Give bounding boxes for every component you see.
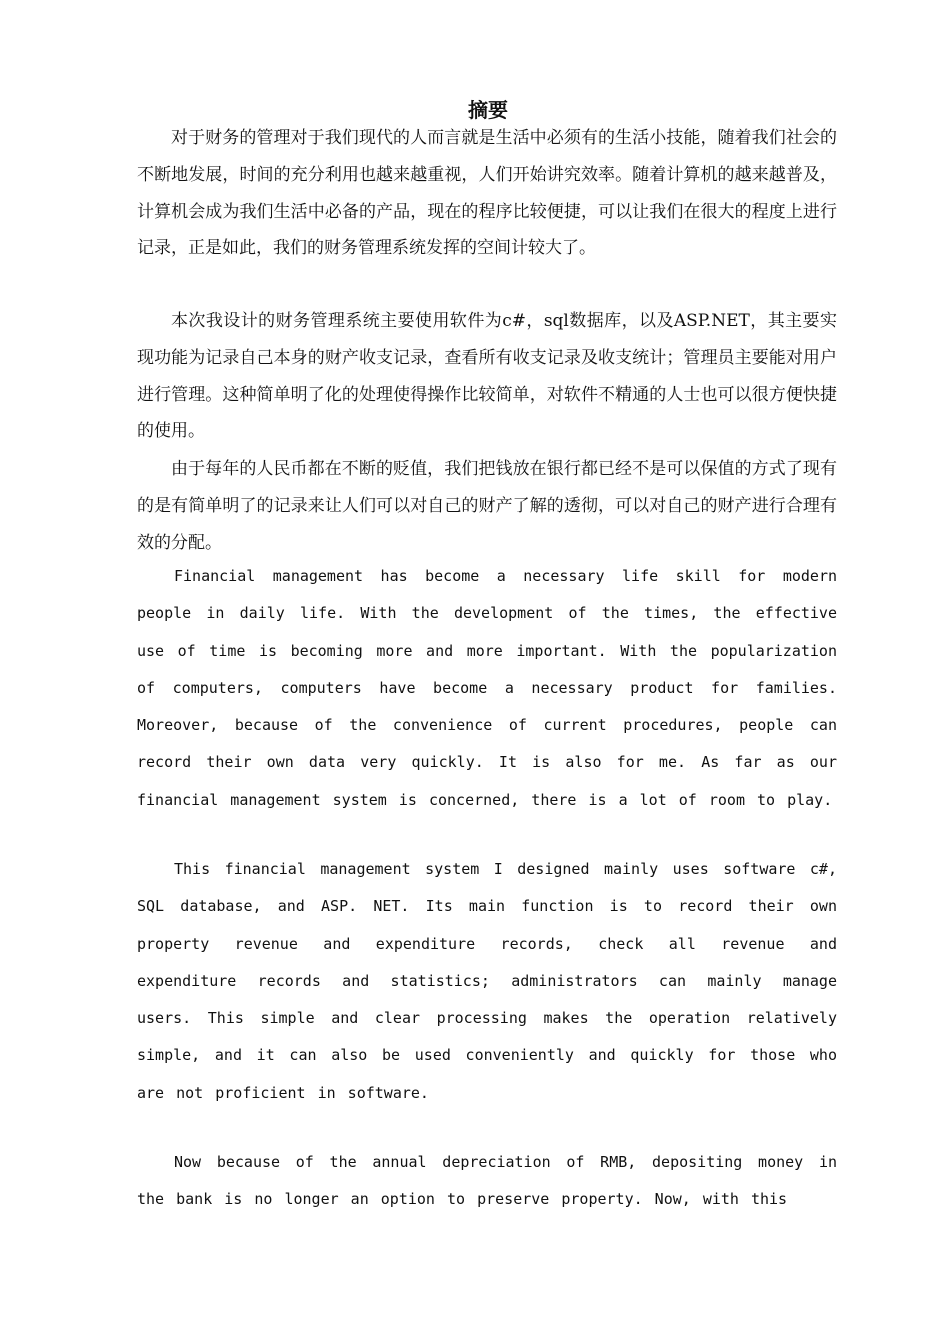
- page-title: 摘要: [468, 98, 508, 122]
- abstract-paragraph-cn-2: 本次我设计的财务管理系统主要使用软件为c#，sql数据库，以及ASP.NET，其主要实现功能为记录自己本身的财产收支记录，查看所有收支记录及收支统计；管理员主要能对用户进行管理。这种简单明了化的处理使得操作比较简单，对软件不精通的人士也可以很方便快捷的使用。: [137, 311, 837, 442]
- abstract-paragraph-cn-3: 由于每年的人民币都在不断的贬值，我们把钱放在银行都已经不是可以保值的方式了现有的是有简单明了的记录来让人们可以对自己的财产了解的透彻，可以对自己的财产进行合理有效的分配。: [137, 459, 837, 553]
- abstract-paragraph-en-3: Now because of the annual depreciation of RMB, depositing money in the bank is no longer an option to preserve property. Now, with this: [137, 1153, 837, 1209]
- abstract-paragraph-cn-1: 对于财务的管理对于我们现代的人而言就是生活中必须有的生活小技能，随着我们社会的不断地发展，时间的充分利用也越来越重视，人们开始讲究效率。随着计算机的越来越普及，计算机会成为我们生活中必备的产品，现在的程序比较便捷，可以让我们在很大的程度上进行记录，正是如此，我们的财务管理系统发挥的空间计较大了。: [137, 128, 837, 259]
- abstract-paragraph-en-1: Financial management has become a necessary life skill for modern people in daily life. With the development of the times, the effective use of time is becoming more and more important. With the popularization of computers, computers have become a necessary product for families. Moreover, because of the convenience of current procedures, people can record their own data very quickly. It is also for me. As far as our financial management system is concerned, there is a lot of room to play.: [137, 567, 837, 809]
- abstract-paragraph-en-2: This financial management system I designed mainly uses software c#, SQL database, and ASP. NET. Its main function is to record their own property revenue and expenditure records, check all revenue and expenditure records and statistics; administrators can mainly manage users. This simple and clear processing makes the operation relatively simple, and it can also be used conveniently and quickly for those who are not proficient in software.: [137, 860, 837, 1102]
